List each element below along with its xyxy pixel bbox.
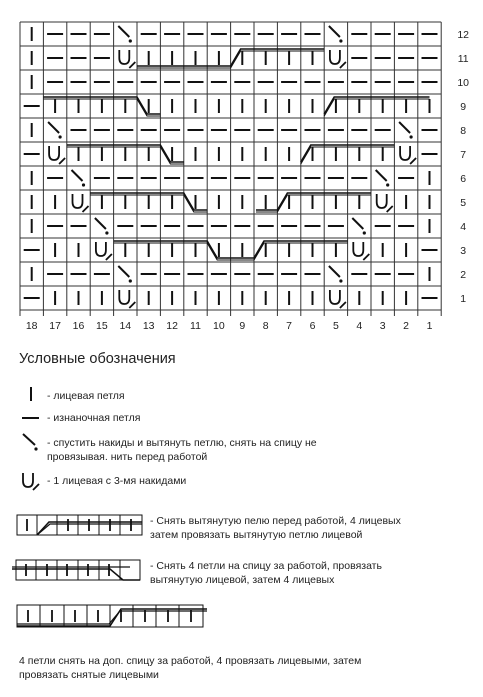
drop-yarnovers-slip-stitch	[352, 218, 366, 235]
slip-line	[329, 26, 340, 37]
slip-dot	[105, 231, 108, 234]
yarnover-u	[400, 146, 410, 160]
slip-line	[48, 122, 59, 133]
yarnover-u	[330, 290, 340, 304]
row-number: 3	[460, 245, 467, 257]
row-numbers	[457, 29, 469, 305]
knit-with-3-yarnovers	[49, 146, 65, 164]
slip-dot	[386, 183, 389, 186]
yarnover-tick	[129, 62, 135, 68]
slip-dot	[363, 231, 366, 234]
slip-dot	[82, 183, 85, 186]
slip-line	[352, 218, 363, 229]
legend-cross-left-text: - Снять 4 петли на спицу за работой, провязать вытянутую лицевой, затем 4 лицевых	[150, 560, 382, 586]
legend-yarnover-text: - 1 лицевая с 3-мя накидами	[47, 475, 187, 487]
slip-dot	[129, 279, 132, 282]
row-number: 1	[460, 293, 467, 305]
knit-with-3-yarnovers	[400, 146, 416, 164]
slip-dot	[339, 279, 342, 282]
row-number: 2	[460, 269, 467, 281]
legend-knit-text: - лицевая петля	[47, 390, 125, 402]
drop-yarnovers-slip-stitch	[48, 122, 62, 139]
slip-line	[376, 170, 387, 181]
slip-line	[95, 218, 106, 229]
row-number: 7	[460, 149, 467, 161]
knitting-chart	[0, 0, 483, 345]
row-number: 9	[460, 101, 467, 113]
drop-yarnovers-slip-stitch	[95, 218, 109, 235]
yarnover-u	[353, 242, 363, 256]
legend-cable-text: 4 петли снять на доп. спицу за работой, 4 провязать лицевыми, затем провязать снятые лицевыми	[19, 655, 362, 681]
yarnover-tick	[59, 158, 65, 164]
yarnover-u	[119, 290, 129, 304]
row-number: 12	[457, 29, 470, 41]
slip-line	[399, 122, 410, 133]
column-number: 7	[286, 320, 293, 332]
knit-with-3-yarnovers	[330, 290, 346, 308]
column-number: 4	[356, 320, 363, 332]
knit-with-3-yarnovers	[73, 194, 89, 212]
column-number: 1	[426, 320, 433, 332]
column-number: 2	[403, 320, 410, 332]
column-number: 12	[166, 320, 178, 332]
yarnover-u	[377, 194, 387, 208]
drop-yarnovers-slip-stitch	[329, 26, 343, 43]
knit-with-3-yarnovers	[96, 242, 112, 260]
cross-right-icon	[16, 511, 150, 541]
slip-drop-icon	[20, 431, 44, 453]
yarnover-tick	[129, 302, 135, 308]
cable-4-icon	[15, 600, 210, 634]
column-numbers	[20, 310, 441, 332]
yarnover-tick	[83, 206, 89, 212]
yarnover-u	[49, 146, 59, 160]
column-number: 15	[96, 320, 108, 332]
cross-left-icon	[10, 556, 150, 586]
chart-grid	[20, 22, 454, 310]
knit-with-3-yarnovers	[119, 50, 135, 68]
column-number: 10	[213, 320, 225, 332]
yarnover-u	[330, 50, 340, 64]
drop-yarnovers-slip-stitch	[329, 266, 343, 283]
slip-dot	[129, 39, 132, 42]
yarnover-u	[73, 194, 83, 208]
purl-icon	[20, 408, 44, 428]
column-number: 9	[239, 320, 246, 332]
drop-yarnovers-slip-stitch	[118, 26, 132, 43]
row-number: 8	[460, 125, 467, 137]
legend-cross-right-text: - Снять вытянутую пелю перед работой, 4 лицевых затем провязать вытянутую петлю лицевой	[150, 515, 401, 541]
row-number: 5	[460, 197, 467, 209]
yarnover-u	[96, 242, 106, 256]
column-number: 14	[119, 320, 132, 332]
yarnover-tick	[340, 62, 346, 68]
knit-with-3-yarnovers	[377, 194, 393, 212]
column-number: 11	[190, 320, 201, 332]
slip-dot	[59, 135, 62, 138]
drop-yarnovers-slip-stitch	[376, 170, 390, 187]
yarnover-knit-icon	[19, 470, 45, 494]
row-number: 4	[460, 221, 467, 233]
row-number: 10	[457, 77, 470, 89]
slip-dot	[410, 135, 413, 138]
knit-with-3-yarnovers	[330, 50, 346, 68]
row-number: 11	[457, 53, 469, 65]
legend-slip-text: - спустить накиды и вытянуть петлю, снять на спицу не провязывая. нить перед работой	[47, 437, 317, 463]
column-number: 5	[332, 320, 339, 332]
drop-yarnovers-slip-stitch	[72, 170, 86, 187]
knit-with-3-yarnovers	[119, 290, 135, 308]
knit-with-3-yarnovers	[353, 242, 369, 260]
column-number: 6	[309, 320, 316, 332]
column-number: 18	[25, 320, 38, 332]
slip-line	[72, 170, 83, 181]
yarnover-tick	[106, 254, 112, 260]
column-number: 17	[49, 320, 61, 332]
yarnover-tick	[410, 158, 416, 164]
knit-icon	[23, 385, 43, 405]
slip-line	[118, 26, 129, 37]
column-number: 3	[379, 320, 386, 332]
yarnover-tick	[387, 206, 393, 212]
column-number: 8	[262, 320, 269, 332]
slip-dot	[339, 39, 342, 42]
yarnover-tick	[340, 302, 346, 308]
yarnover-u	[119, 50, 129, 64]
slip-line	[329, 266, 340, 277]
column-number: 16	[72, 320, 85, 332]
slip-line	[118, 266, 129, 277]
drop-yarnovers-slip-stitch	[399, 122, 413, 139]
legend-purl-text: - изнаночная петля	[47, 412, 141, 424]
cable-row-9-right-inner	[324, 99, 429, 116]
drop-yarnovers-slip-stitch	[118, 266, 132, 283]
yarnover-tick	[363, 254, 369, 260]
row-number: 6	[460, 173, 467, 185]
legend-title: Условные обозначения	[19, 351, 176, 367]
column-number: 13	[142, 320, 155, 332]
